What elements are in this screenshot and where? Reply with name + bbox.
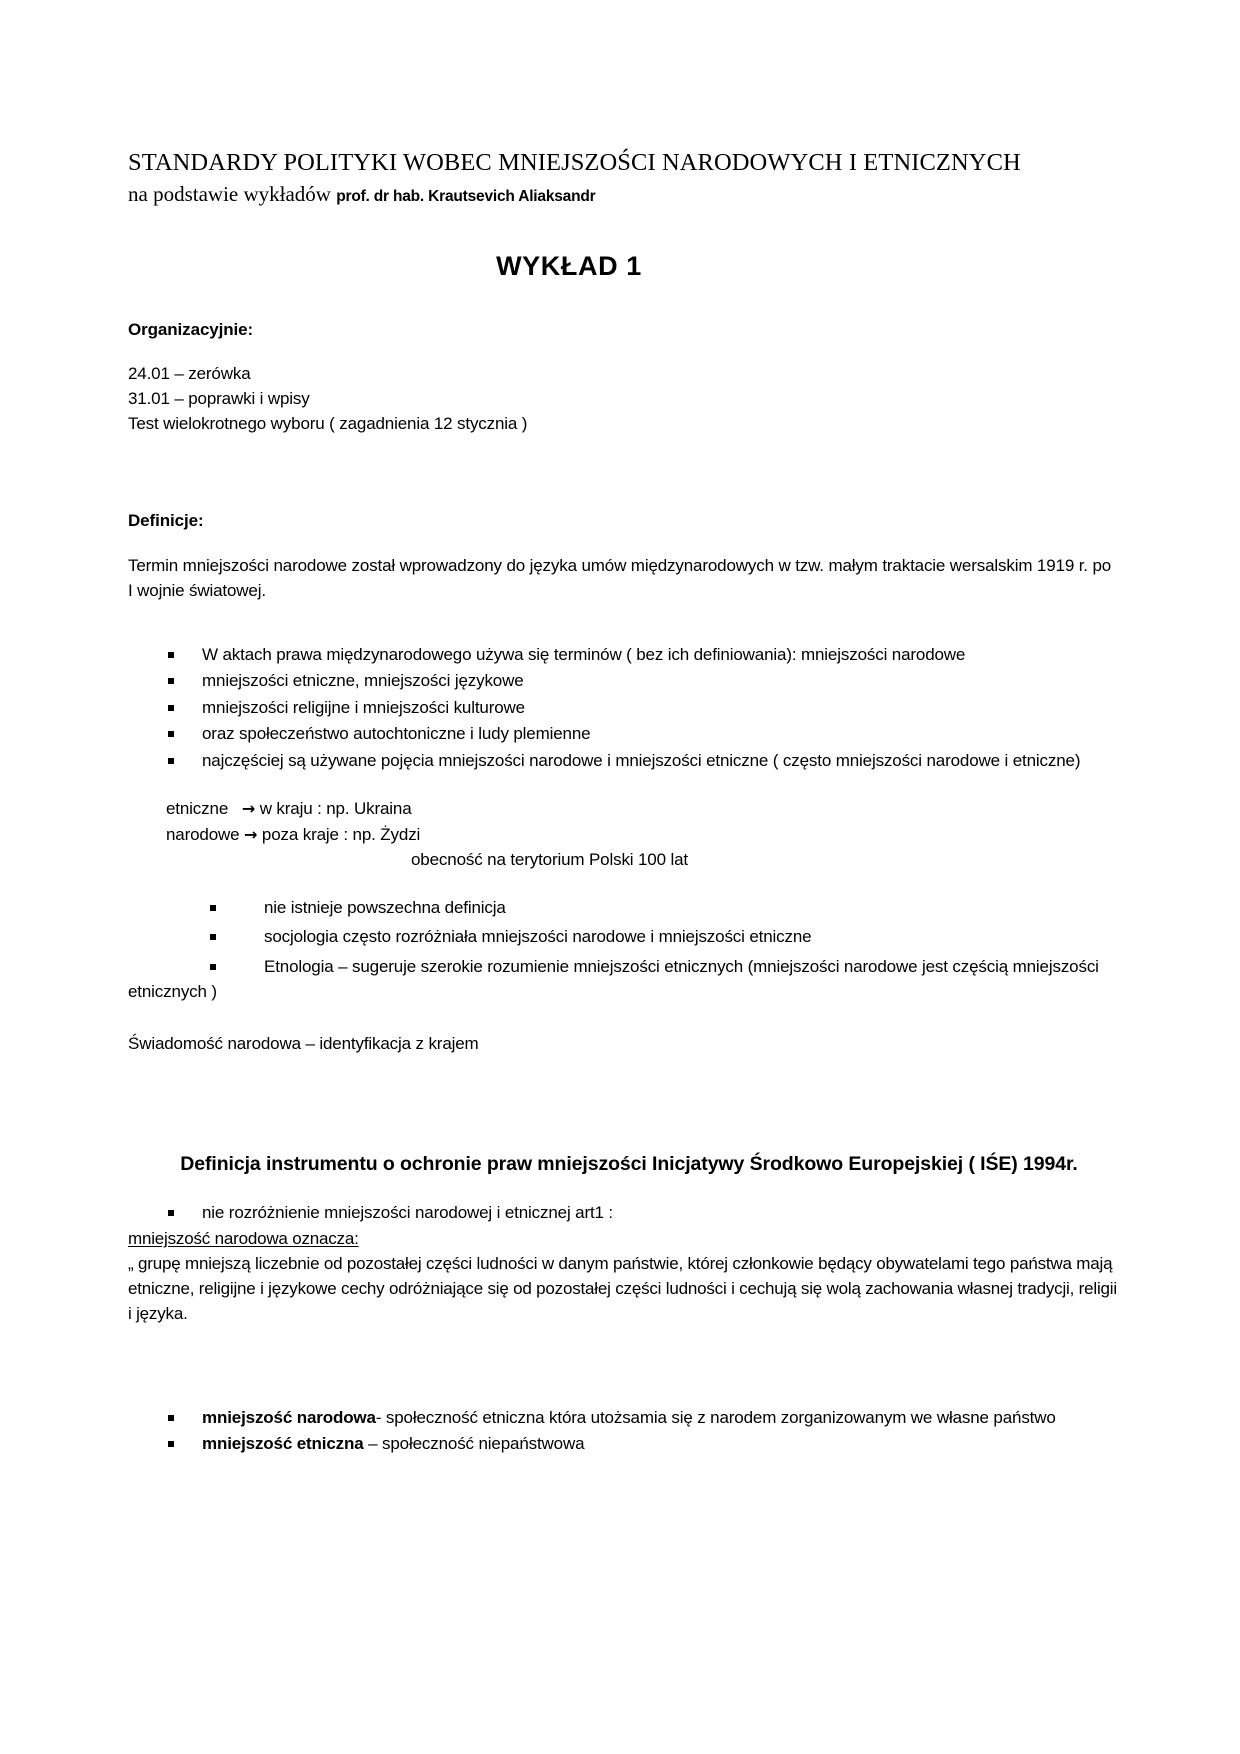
subtitle-prefix: na podstawie wykładów [128,181,331,206]
arrow-line-text: poza kraje : np. Żydzi [261,824,421,844]
spacer [128,1112,1120,1150]
spacer [128,340,1120,362]
spacer [128,282,1120,320]
term-label: mniejszość narodowa [202,1407,376,1427]
list-item-label: nie rozróżnienie mniejszości narodowej i etnicznej art1 : [202,1203,613,1223]
square-bullet-icon [168,758,174,764]
arrow-line-etniczne [166,796,1120,822]
document-title: STANDARDY POLITYKI WOBEC MNIEJSZOŚCI NARODOWYCH I ETNICZNYCH [128,149,1021,176]
instrument-bullet-list [128,1200,1120,1226]
square-bullet-icon [168,1441,174,1447]
list-item [128,1405,1120,1431]
list-item-label: mniejszości religijne i mniejszości kulturowe [202,697,525,717]
square-bullet-icon [168,1210,174,1216]
square-bullet-icon [210,964,216,970]
lecturer-name: prof. dr hab. Krautsevich Aliaksandr [336,187,596,205]
instrument-heading [128,1150,1120,1178]
definitions-intro: Termin mniejszości narodowe został wprowadzony do języka umów międzynarodowych w tzw. małym traktacie wersalskim 1919 r. po I wojnie światowej. [128,555,1112,601]
list-item-label: Etnologia – sugeruje szerokie rozumienie mniejszości etnicznych (mniejszości narodowe jest częścią mniejszości etnicznych ) [128,956,1099,1002]
instrument-quote-block [128,1227,1120,1327]
square-bullet-icon [168,731,174,737]
list-item-label: najczęściej są używane pojęcia mniejszości narodowe i mniejszości etniczne ( często mniejszości narodowe i etniczne) [202,750,1081,770]
definicje-label: Definicje: [128,510,204,530]
spacer [128,774,1120,796]
list-item-label: mniejszości etniczne, mniejszości językowe [202,671,524,691]
spacer [128,1178,1120,1200]
definitions-bullet-list [128,642,1120,774]
arrow-line-narodowe [166,822,1120,848]
list-item-label: socjologia często rozróżniała mniejszości narodowe i mniejszości etniczne [264,927,812,947]
term-definition: - społeczność etniczna która utożsamia się z narodem zorganizowanym we własne państwo [375,1407,1056,1427]
list-item [128,721,1120,747]
list-item [128,895,1120,921]
right-arrow-icon: → [244,824,258,844]
lecture-heading: WYKŁAD 1 [496,250,642,281]
list-item [128,1431,1120,1457]
list-item [128,924,1120,950]
spacer [128,531,1120,553]
instrument-heading-line1: Definicja instrumentu o ochronie praw mniejszości Inicjatywy Środkowo [180,1153,844,1176]
organizational-line: 31.01 – poprawki i wpisy [128,388,310,408]
definitions-sub-bullet-list [128,895,1120,1005]
definitions-closing: Świadomość narodowa – identyfikacja z krajem [128,1033,479,1053]
term-label: mniejszość etniczna [202,1434,364,1454]
spacer [128,437,1120,511]
list-item [128,954,1120,1005]
list-item-label: nie istnieje powszechna definicja [264,897,506,917]
arrow-explanation-block [128,796,1120,873]
document-subtitle [128,181,1120,208]
organizacyjnie-label: Organizacyjnie: [128,319,254,339]
spacer [128,604,1120,642]
organizational-lines [128,362,1120,437]
square-bullet-icon [168,705,174,711]
arrow-line-label: narodowe [166,824,240,844]
spacer [128,1383,1120,1405]
list-item [128,642,1120,668]
term-definition: – społeczność niepaństwowa [363,1434,585,1454]
spacer [128,873,1120,895]
list-item-label: W aktach prawa międzynarodowego używa się terminów ( bez ich definiowania): mniejszości narodowe [202,644,966,664]
definition-lead-underlined: mniejszość narodowa oznacza: [128,1228,359,1248]
list-item-label: oraz społeczeństwo autochtoniczne i ludy plemienne [202,724,591,744]
list-item [128,748,1120,774]
organizational-line: 24.01 – zerówka [128,363,251,383]
definition-quote-text: „ grupę mniejszą liczebnie od pozostałej części ludności w danym państwie, której członkowie będący obywatelami tego państwa mają etniczne, religijne i językowe cechy odróżniające się od pozostałej części ludności i cechują się wolą zachowania własnej tradycji, religii i języka. [128,1253,1117,1323]
square-bullet-icon [168,652,174,658]
arrow-note: obecność na terytorium Polski 100 lat [411,850,688,870]
list-item [128,668,1120,694]
list-item [128,695,1120,721]
square-bullet-icon [210,934,216,940]
square-bullet-icon [210,905,216,911]
list-item [128,1200,1120,1226]
square-bullet-icon [168,678,174,684]
spacer [128,1327,1120,1383]
square-bullet-icon [168,1415,174,1421]
spacer [128,1056,1120,1112]
right-arrow-icon: → [241,799,256,819]
spacer [128,1009,1120,1031]
instrument-heading-line2: Europejskiej ( IŚE) 1994r. [848,1153,1078,1176]
organizational-line: Test wielokrotnego wyboru ( zagadnienia 12 stycznia ) [128,413,528,433]
final-bullet-list [128,1405,1120,1457]
arrow-line-text: w kraju : np. Ukraina [259,799,412,819]
arrow-line-label: etniczne [166,799,229,819]
